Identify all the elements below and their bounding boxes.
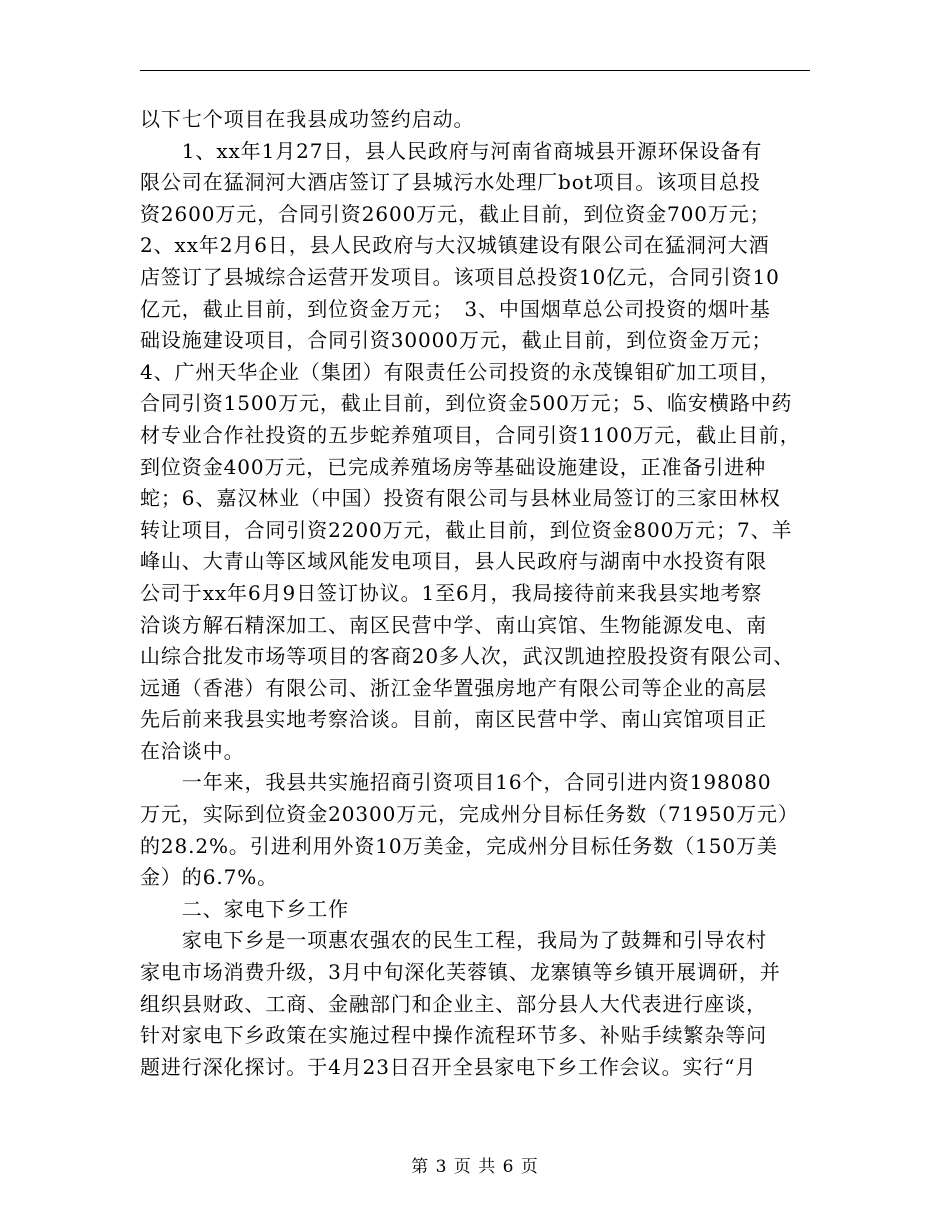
section-heading: 二、家电下乡工作 — [140, 896, 349, 921]
text-line: 峰山、大青山等区域风能发电项目，县人民政府与湖南中水投资有限 — [140, 549, 767, 574]
text-line: 组织县财政、工商、金融部门和企业主、部分县人大代表进行座谈， — [140, 991, 767, 1016]
text-line: 4、广州天华企业（集团）有限责任公司投资的永茂镍钼矿加工项目， — [140, 359, 781, 384]
text-line: 公司于xx年6月9日签订协议。1至6月，我局接待前来我县实地考察 — [140, 580, 763, 605]
text-line: 合同引资1500万元，截止目前，到位资金500万元；5、临安横路中药 — [140, 391, 793, 416]
text-line: 题进行深化探讨。于4月23日召开全县家电下乡工作会议。实行“月 — [140, 1054, 757, 1079]
text-line: 1、xx年1月27日，县人民政府与河南省商城县开源环保设备有 — [140, 138, 763, 163]
text-line: 山综合批发市场等项目的客商20多人次，武汉凯迪控股投资有限公司、 — [140, 644, 795, 669]
text-line: 限公司在猛洞河大酒店签订了县城污水处理厂bot项目。该项目总投 — [140, 170, 761, 195]
text-line: 先后前来我县实地考察洽谈。目前，南区民营中学、南山宾馆项目正 — [140, 707, 767, 732]
text-line: 一年来，我县共实施招商引资项目16个，合同引进内资198080 — [140, 770, 772, 795]
text-line: 在洽谈中。 — [140, 738, 245, 763]
text-line: 以下七个项目在我县成功签约启动。 — [140, 107, 475, 131]
text-line: 家电下乡是一项惠农强农的民生工程，我局为了鼓舞和引导农村 — [140, 928, 767, 953]
body-text — [140, 104, 810, 1083]
text-line: 2、xx年2月6日，县人民政府与大汉城镇建设有限公司在猛洞河大酒 — [140, 233, 770, 258]
text-line: 础设施建设项目，合同引资30000万元，截止目前，到位资金万元； — [140, 328, 773, 353]
text-line: 店签订了县城综合运营开发项目。该项目总投资10亿元，合同引资10 — [140, 264, 780, 289]
text-line: 针对家电下乡政策在实施过程中操作流程环节多、补贴手续繁杂等问 — [140, 1023, 767, 1048]
text-line: 的28.2%。引进利用外资10万美金，完成州分目标任务数（150万美 — [140, 833, 778, 858]
text-line: 亿元，截止目前，到位资金万元； 3、中国烟草总公司投资的烟叶基 — [140, 296, 771, 321]
text-line: 蛇；6、嘉汉林业（中国）投资有限公司与县林业局签订的三家田林权 — [140, 486, 781, 511]
text-line: 转让项目，合同引资2200万元，截止目前，到位资金800万元；7、羊 — [140, 517, 793, 542]
page-footer: 第 3 页 共 6 页 — [411, 1157, 539, 1177]
text-line: 洽谈方解石精深加工、南区民营中学、南山宾馆、生物能源发电、南 — [140, 612, 767, 637]
text-line: 金）的6.7%。 — [140, 865, 279, 890]
text-line: 万元，实际到位资金20300万元，完成州分目标任务数（71950万元） — [140, 802, 799, 827]
text-line: 材专业合作社投资的五步蛇养殖项目，合同引资1100万元，截止目前， — [140, 422, 801, 447]
text-line: 远通（香港）有限公司、浙江金华置强房地产有限公司等企业的高层 — [140, 675, 767, 700]
text-line: 到位资金400万元，已完成养殖场房等基础设施建设，正准备引进种 — [140, 454, 767, 479]
text-line: 资2600万元，合同引资2600万元，截止目前，到位资金700万元； — [140, 201, 771, 226]
text-line: 家电市场消费升级，3月中旬深化芙蓉镇、龙寨镇等乡镇开展调研，并 — [140, 960, 781, 985]
header-rule — [140, 70, 810, 71]
